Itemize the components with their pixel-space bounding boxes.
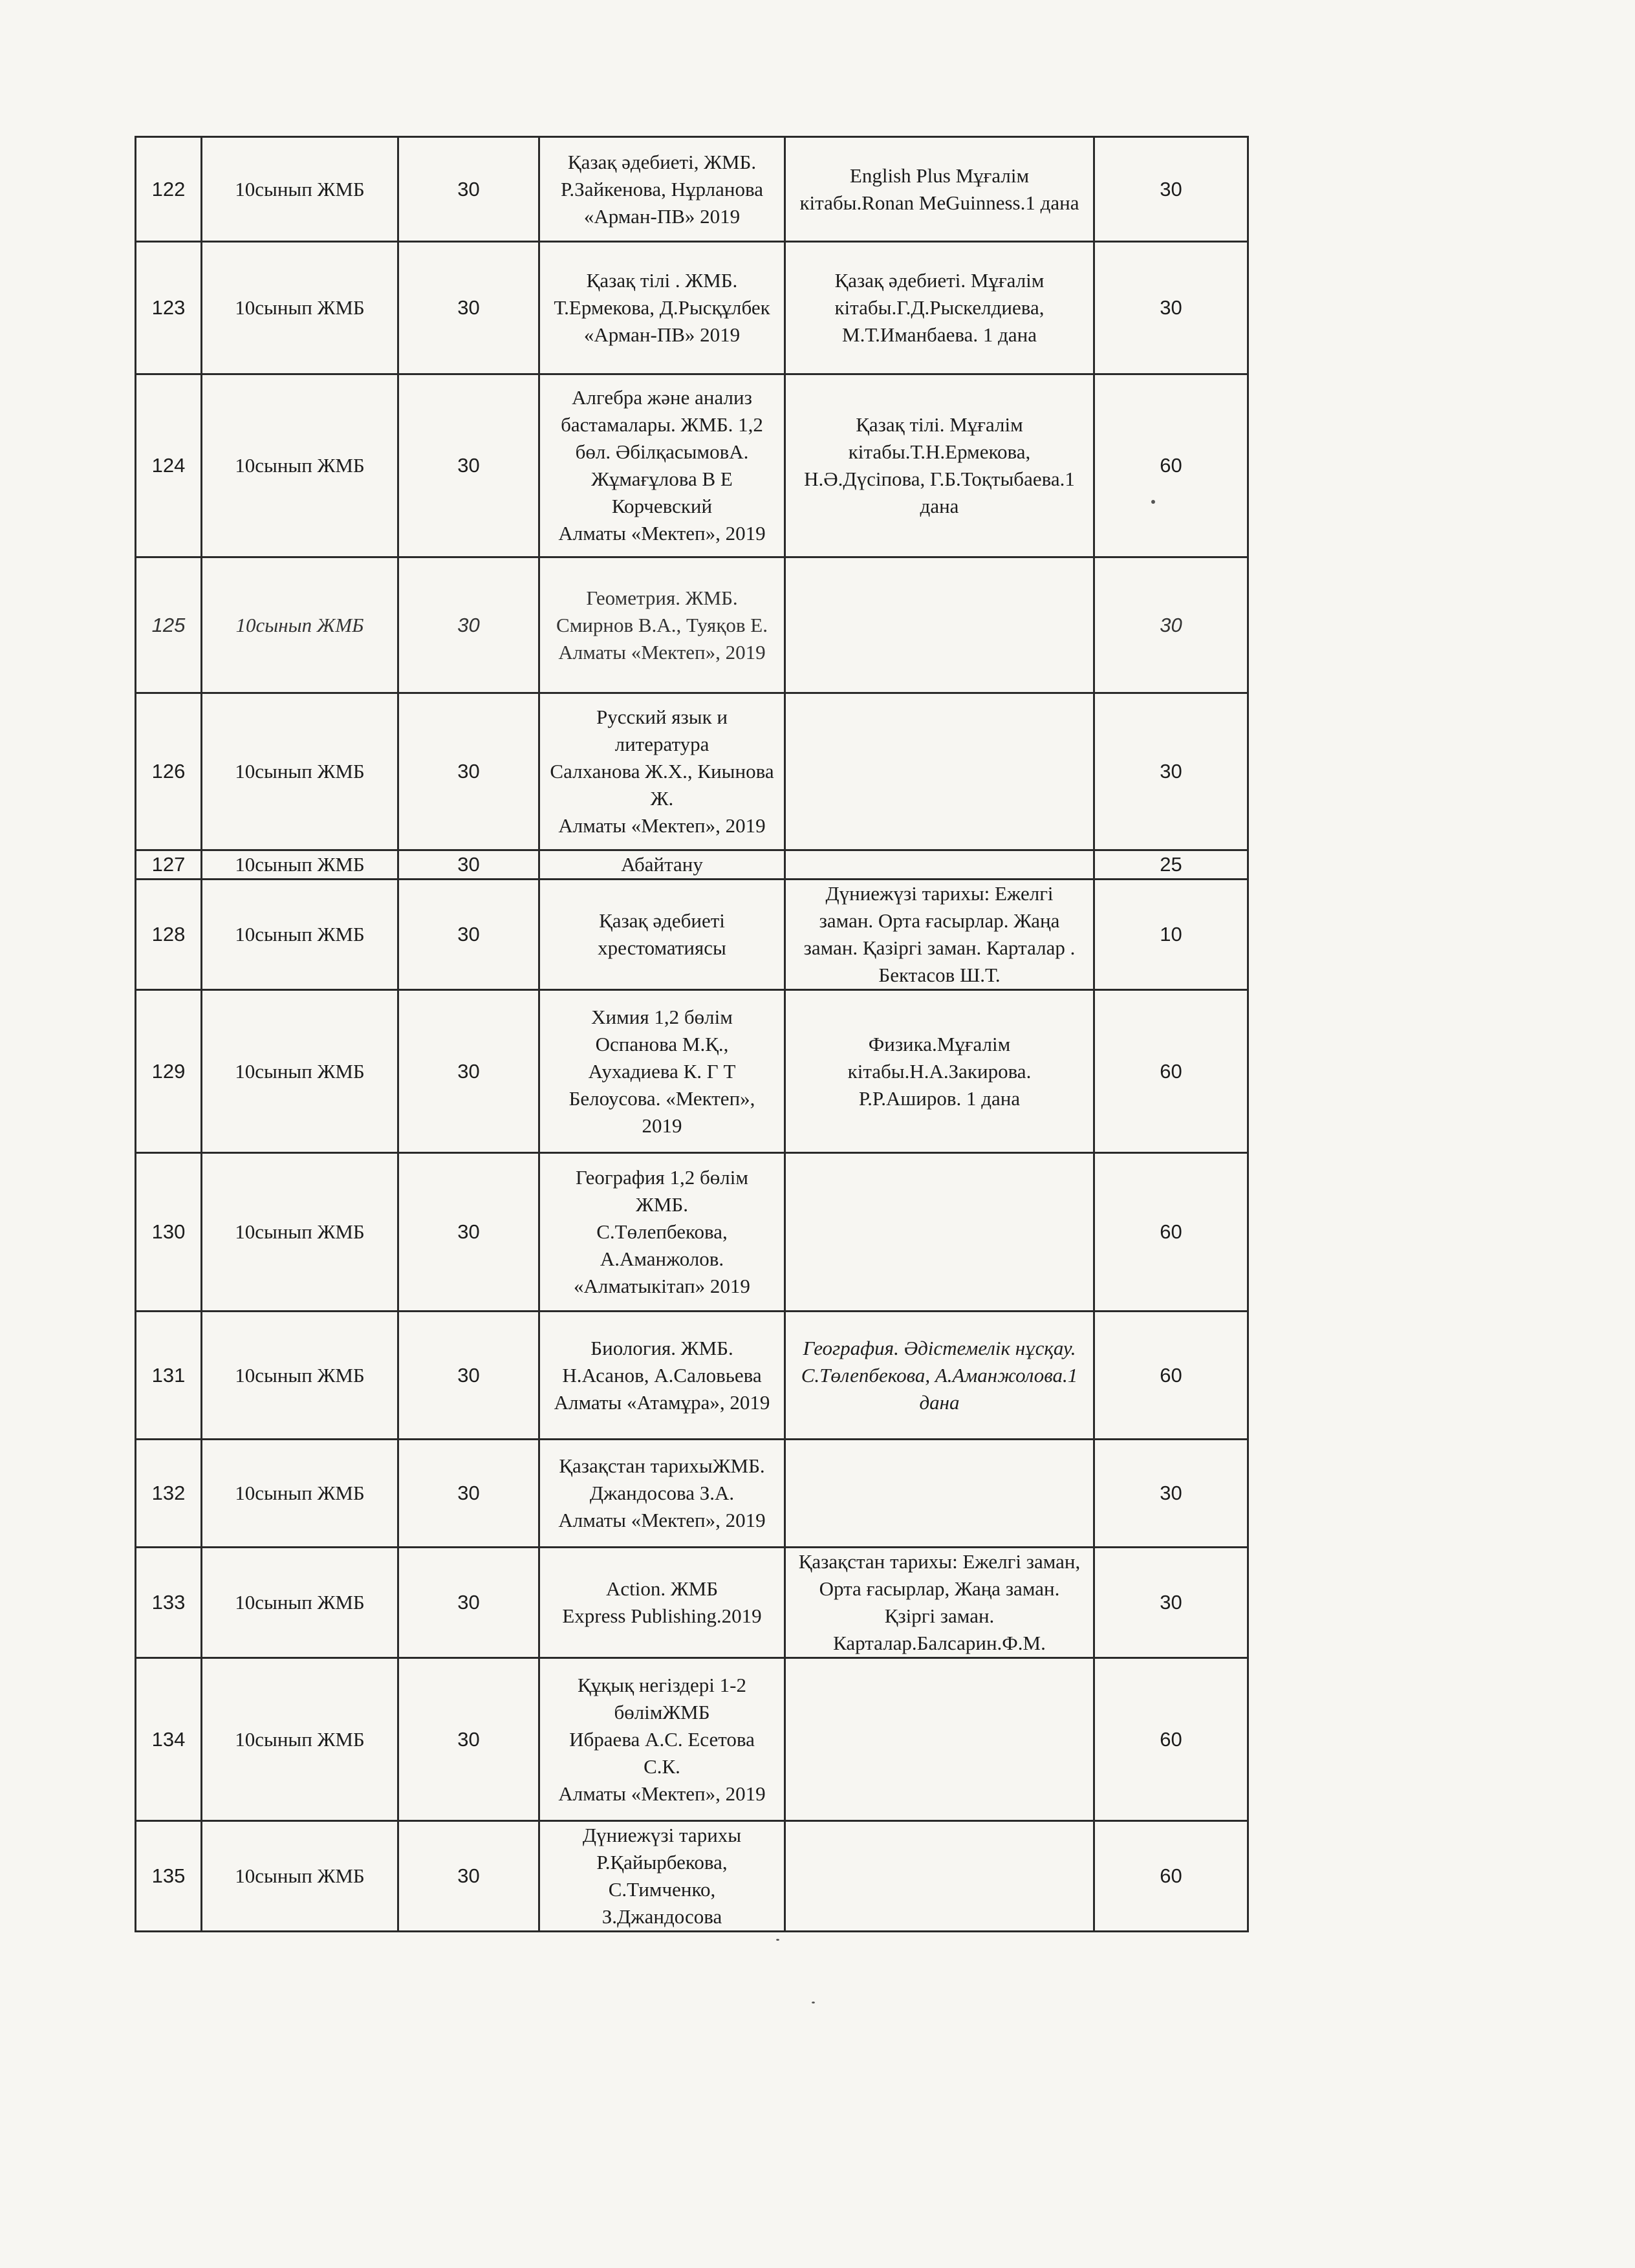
row-number: 122 [136, 137, 202, 242]
student-count: 30 [398, 990, 539, 1153]
class-cell: 10сынып ЖМБ [202, 1153, 398, 1312]
student-count: 30 [398, 374, 539, 557]
student-count: 30 [398, 242, 539, 374]
row-number: 132 [136, 1440, 202, 1548]
student-count: 30 [398, 850, 539, 880]
quantity-cell: 60 [1094, 374, 1248, 557]
quantity-cell: 30 [1094, 693, 1248, 850]
student-count: 30 [398, 1821, 539, 1932]
row-number: 133 [136, 1548, 202, 1658]
teacher-book-cell: География. Әдістемелік нұсқау. С.Төлепбекова, А.Аманжолова.1 дана [785, 1312, 1094, 1440]
table-row [136, 242, 1248, 374]
teacher-book-cell [785, 1658, 1094, 1821]
student-count: 30 [398, 1440, 539, 1548]
quantity-cell: 25 [1094, 850, 1248, 880]
textbook-cell: Қазақ әдебиеті хрестоматиясы [539, 880, 785, 990]
quantity-cell: 60 [1094, 1821, 1248, 1932]
scan-speck [776, 1939, 779, 1941]
student-count: 30 [398, 1658, 539, 1821]
class-cell: 10сынып ЖМБ [202, 880, 398, 990]
class-cell: 10сынып ЖМБ [202, 242, 398, 374]
quantity-cell: 60 [1094, 990, 1248, 1153]
textbook-table [135, 136, 1249, 1932]
textbook-cell: Қазақстан тарихыЖМБ. Джандосова З.А. Алматы «Мектеп», 2019 [539, 1440, 785, 1548]
table-body [136, 137, 1248, 1932]
table-row [136, 1821, 1248, 1932]
table-row [136, 557, 1248, 693]
class-cell: 10сынып ЖМБ [202, 1548, 398, 1658]
quantity-cell: 10 [1094, 880, 1248, 990]
row-number: 125 [136, 557, 202, 693]
class-cell: 10сынып ЖМБ [202, 693, 398, 850]
teacher-book-cell: Қазақ тілі. Мұғалім кітабы.Т.Н.Ермекова, Н.Ә.Дүсіпова, Г.Б.Тоқтыбаева.1 дана [785, 374, 1094, 557]
teacher-book-cell: Физика.Мұғалім кітабы.Н.А.Закирова. Р.Р.Аширов. 1 дана [785, 990, 1094, 1153]
teacher-book-cell [785, 1153, 1094, 1312]
table-row [136, 693, 1248, 850]
table-row [136, 1312, 1248, 1440]
student-count: 30 [398, 880, 539, 990]
class-cell: 10сынып ЖМБ [202, 557, 398, 693]
class-cell: 10сынып ЖМБ [202, 137, 398, 242]
quantity-cell: 60 [1094, 1658, 1248, 1821]
student-count: 30 [398, 1548, 539, 1658]
quantity-cell: 30 [1094, 137, 1248, 242]
student-count: 30 [398, 1312, 539, 1440]
table-row [136, 850, 1248, 880]
quantity-cell: 30 [1094, 242, 1248, 374]
scan-speck [1151, 500, 1155, 504]
textbook-cell: География 1,2 бөлім ЖМБ. С.Төлепбекова, А.Аманжолов. «Алматыкітап» 2019 [539, 1153, 785, 1312]
teacher-book-cell [785, 1821, 1094, 1932]
teacher-book-cell [785, 557, 1094, 693]
teacher-book-cell: Қазақ әдебиеті. Мұғалім кітабы.Г.Д.Рыскелдиева, М.Т.Иманбаева. 1 дана [785, 242, 1094, 374]
student-count: 30 [398, 557, 539, 693]
class-cell: 10сынып ЖМБ [202, 1312, 398, 1440]
row-number: 134 [136, 1658, 202, 1821]
teacher-book-cell: Қазақстан тарихы: Ежелгі заман, Орта ғасырлар, Жаңа заман. Қзіргі заман. Карталар.Балсарин.Ф.М. [785, 1548, 1094, 1658]
row-number: 127 [136, 850, 202, 880]
row-number: 131 [136, 1312, 202, 1440]
textbook-cell: Абайтану [539, 850, 785, 880]
row-number: 123 [136, 242, 202, 374]
table-row [136, 990, 1248, 1153]
teacher-book-cell: Дүниежүзі тарихы: Ежелгі заман. Орта ғасырлар. Жаңа заман. Қазіргі заман. Карталар . Бектасов Ш.Т. [785, 880, 1094, 990]
quantity-cell: 30 [1094, 1548, 1248, 1658]
row-number: 135 [136, 1821, 202, 1932]
table-row [136, 1548, 1248, 1658]
textbook-cell: Геометрия. ЖМБ. Смирнов В.А., Туяқов Е. Алматы «Мектеп», 2019 [539, 557, 785, 693]
class-cell: 10сынып ЖМБ [202, 850, 398, 880]
textbook-cell: Русский язык и литература Салханова Ж.Х., Киынова Ж. Алматы «Мектеп», 2019 [539, 693, 785, 850]
textbook-cell: Химия 1,2 бөлім Оспанова М.Қ., Аухадиева К. Г Т Белоусова. «Мектеп», 2019 [539, 990, 785, 1153]
textbook-cell: Action. ЖМБ Express Publishing.2019 [539, 1548, 785, 1658]
table-row [136, 880, 1248, 990]
row-number: 130 [136, 1153, 202, 1312]
textbook-cell: Қазақ тілі . ЖМБ. Т.Ермекова, Д.Рысқұлбек «Арман-ПВ» 2019 [539, 242, 785, 374]
student-count: 30 [398, 1153, 539, 1312]
row-number: 128 [136, 880, 202, 990]
row-number: 129 [136, 990, 202, 1153]
quantity-cell: 60 [1094, 1312, 1248, 1440]
textbook-cell: Биология. ЖМБ. Н.Асанов, А.Саловьева Алматы «Атамұра», 2019 [539, 1312, 785, 1440]
student-count: 30 [398, 693, 539, 850]
class-cell: 10сынып ЖМБ [202, 1440, 398, 1548]
quantity-cell: 30 [1094, 1440, 1248, 1548]
teacher-book-cell: English Plus Мұғалім кітабы.Ronan MeGuinness.1 дана [785, 137, 1094, 242]
class-cell: 10сынып ЖМБ [202, 374, 398, 557]
quantity-cell: 30 [1094, 557, 1248, 693]
table-row [136, 1440, 1248, 1548]
table-row [136, 137, 1248, 242]
student-count: 30 [398, 137, 539, 242]
scan-speck [812, 2002, 815, 2003]
teacher-book-cell [785, 1440, 1094, 1548]
class-cell: 10сынып ЖМБ [202, 1658, 398, 1821]
table-row [136, 1658, 1248, 1821]
textbook-cell: Қазақ әдебиеті, ЖМБ. Р.Зайкенова, Нұрланова «Арман-ПВ» 2019 [539, 137, 785, 242]
table-row [136, 1153, 1248, 1312]
teacher-book-cell [785, 693, 1094, 850]
teacher-book-cell [785, 850, 1094, 880]
row-number: 124 [136, 374, 202, 557]
class-cell: 10сынып ЖМБ [202, 990, 398, 1153]
row-number: 126 [136, 693, 202, 850]
class-cell: 10сынып ЖМБ [202, 1821, 398, 1932]
quantity-cell: 60 [1094, 1153, 1248, 1312]
textbook-cell: Дүниежүзі тарихы Р.Қайырбекова, С.Тимченко, З.Джандосова [539, 1821, 785, 1932]
textbook-cell: Құқық негіздері 1-2 бөлімЖМБ Ибраева А.С. Есетова С.К. Алматы «Мектеп», 2019 [539, 1658, 785, 1821]
textbook-cell: Алгебра және анализ бастамалары. ЖМБ. 1,2 бөл. ӘбілқасымовА. Жұмағұлова В Е Корчевский Алматы «Мектеп», 2019 [539, 374, 785, 557]
table-row [136, 374, 1248, 557]
